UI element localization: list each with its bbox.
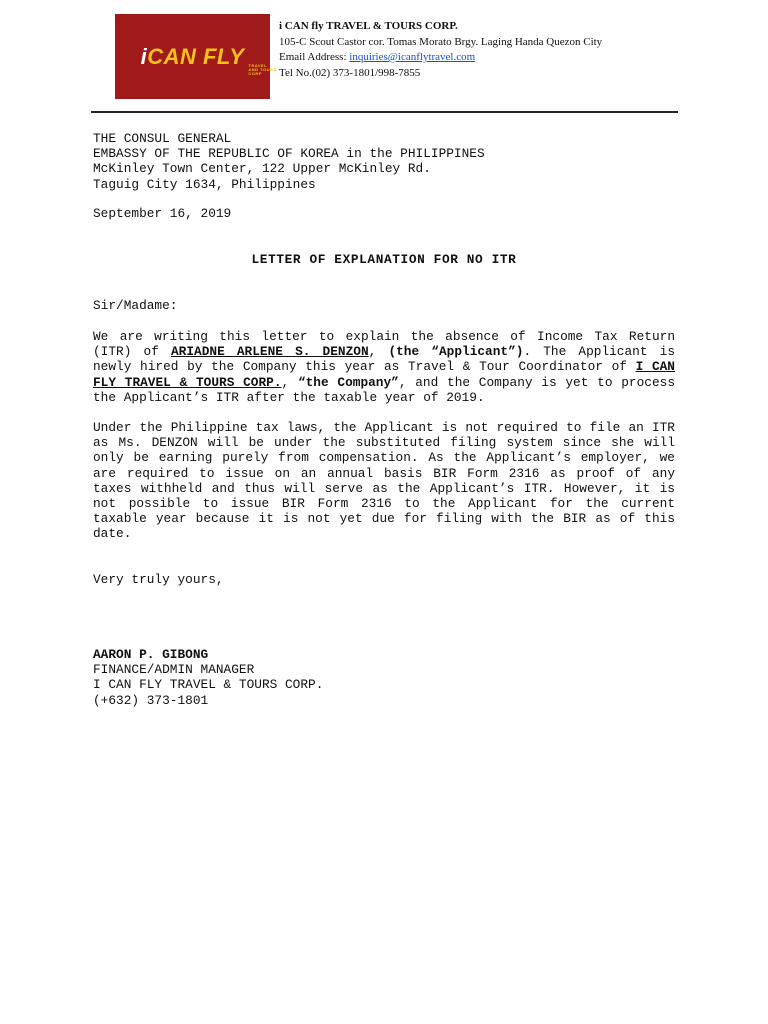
paragraph-1-text: ,	[368, 344, 389, 360]
letter-subject: LETTER OF EXPLANATION FOR NO ITR	[251, 252, 517, 267]
company-email-line	[279, 50, 602, 66]
letter-date: September 16, 2019	[93, 206, 232, 221]
logo-tagline: TRAVEL AND TOURS CORP	[248, 62, 277, 76]
company-name-inline: I CAN FLY TRAVEL & TOURS CORP.	[93, 359, 675, 390]
paragraph-1	[93, 329, 675, 405]
paragraph-1-text: . The Applicant is newly hired by the Company this year as Travel & Tour Coordinator of	[93, 344, 676, 375]
closing: Very truly yours,	[93, 572, 224, 587]
applicant-name: ARIADNE ARLENE S. DENZON	[171, 344, 369, 360]
paragraph-1-text: ,	[281, 374, 298, 390]
signatory-company: I CAN FLY TRAVEL & TOURS CORP.	[93, 677, 324, 693]
signatory-phone: (+632) 373-1801	[93, 692, 209, 708]
paragraph-2: Under the Philippine tax laws, the Applicant is not required to file an ITR as Ms. DENZON will be under the substituted filing system since she will only be earning purely from compensation. As the Applicant’s employer, we are required to issue on an annual basis BIR Form 2316 as proof of any taxes withheld and thus will serve as the Applicant’s ITR. However, it is not possible to issue BIR Form 2316 to the Applicant for the current taxable year because it is not yet due for filing with the BIR as of this date.	[93, 420, 675, 542]
company-name: i CAN fly TRAVEL & TOURS CORP.	[279, 20, 458, 32]
logo-main-text: CAN FLY	[147, 43, 245, 69]
signature-block	[93, 647, 323, 708]
recipient-line: McKinley Town Center, 122 Upper McKinley Rd.	[93, 161, 431, 177]
recipient-address	[93, 131, 485, 192]
signatory-title: FINANCE/ADMIN MANAGER	[93, 662, 255, 678]
recipient-line: EMBASSY OF THE REPUBLIC OF KOREA in the PHILIPPINES	[93, 146, 485, 162]
company-logo	[115, 14, 277, 99]
company-header	[279, 19, 602, 81]
paragraph-1-text: We are writing this letter to explain the absence of Income Tax Return (ITR) of	[93, 329, 675, 360]
signatory-name: AARON P. GIBONG	[93, 647, 209, 662]
applicant-alias: (the “Applicant”)	[388, 344, 524, 360]
email-label: Email Address:	[279, 51, 347, 63]
salutation: Sir/Madame:	[93, 298, 178, 313]
paragraph-1-text: , and the Company is yet to process the Applicant’s ITR after the taxable year of 2019.	[93, 374, 676, 405]
recipient-line: Taguig City 1634, Philippines	[93, 176, 316, 192]
company-alias: “the Company”	[297, 374, 399, 390]
company-address: 105-C Scout Castor cor. Tomas Morato Brgy. Laging Handa Quezon City	[279, 35, 603, 48]
logo-letter-i: i	[140, 43, 148, 69]
email-link[interactable]: inquiries@icanflytravel.com	[349, 51, 476, 63]
header-divider	[91, 111, 678, 113]
recipient-line: THE CONSUL GENERAL	[93, 131, 232, 146]
company-phone: Tel No.(02) 373-1801/998-7855	[279, 66, 421, 79]
logo-wordmark	[140, 43, 277, 76]
